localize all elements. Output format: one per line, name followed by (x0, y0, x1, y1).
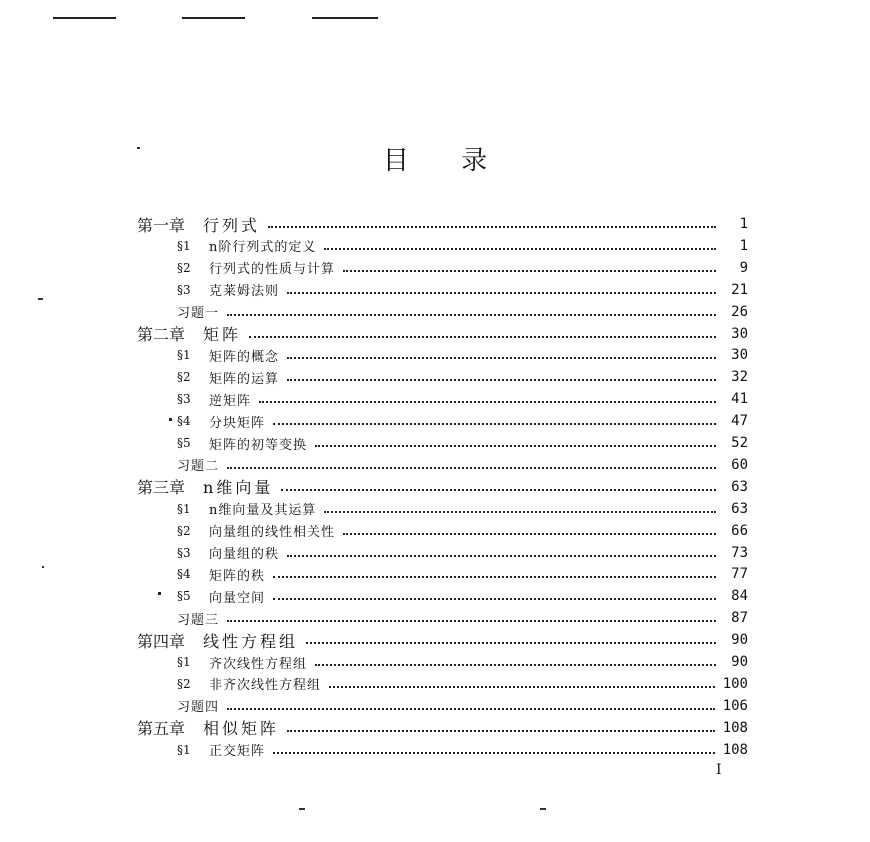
toc-entry-page: 108 (722, 741, 748, 758)
toc-entry-number: §4 (177, 567, 191, 582)
dot-leader (287, 357, 716, 359)
toc-entry-number: §3 (177, 545, 191, 560)
toc-entry-page: 106 (722, 697, 748, 714)
dot-leader (227, 467, 716, 469)
dot-leader (227, 620, 716, 622)
dot-leader (306, 642, 716, 644)
toc-entry-page: 63 (731, 478, 748, 495)
toc-entry-title: n阶行列式的定义 (209, 240, 317, 256)
dot-leader (281, 489, 716, 491)
toc-entry-page: 84 (731, 588, 748, 605)
toc-entry-title: 矩阵 (203, 325, 242, 344)
toc-entry-title: 行列式的性质与计算 (209, 262, 336, 278)
dot-leader (343, 270, 716, 272)
toc-entry-title: 线性方程组 (203, 631, 299, 651)
toc-entry-section (177, 389, 748, 409)
dot-leader (273, 423, 716, 425)
toc-entry-number: 第四章 (137, 631, 186, 651)
toc-entry-page: 30 (731, 347, 748, 364)
toc-entry-exercise (177, 696, 748, 716)
toc-entry-page: 1 (739, 237, 748, 254)
toc-entry-page: 9 (739, 259, 748, 276)
toc-entry-section (177, 543, 748, 563)
toc-entry-number: §4 (177, 414, 191, 429)
toc-entry-section (177, 564, 748, 584)
dot-leader (268, 226, 716, 228)
toc-entry-section (177, 433, 748, 453)
toc-entry-number: 第五章 (137, 719, 186, 739)
toc-entry-number: §3 (177, 282, 191, 297)
dot-leader (287, 730, 715, 732)
toc-entry-number: §2 (177, 370, 191, 385)
toc-entry-chapter (137, 718, 748, 738)
toc-entry-section (177, 258, 748, 278)
toc-entry-section (177, 674, 748, 694)
toc-entry-title: 向量组的线性相关性 (209, 525, 336, 541)
toc-entry-title: 分块矩阵 (209, 415, 266, 431)
toc-entry-number: §1 (177, 348, 191, 363)
dot-leader (324, 511, 716, 513)
toc-entry-page: 41 (731, 391, 748, 408)
toc-entry-exercise (177, 608, 748, 628)
dot-leader (287, 379, 716, 381)
toc-entry-section (177, 345, 748, 365)
toc-entry-title: 克莱姆法则 (209, 284, 280, 300)
toc-entry-number: §2 (177, 523, 191, 538)
toc-entry-number: §1 (177, 655, 191, 669)
toc-entry-title: 习题一 (177, 306, 220, 322)
toc-entry-number: 第三章 (137, 478, 186, 498)
toc-entry-number: §2 (177, 676, 191, 691)
toc-entry-chapter (137, 477, 748, 497)
toc-entry-section (177, 280, 748, 300)
toc-entry-title: 矩阵的初等变换 (209, 437, 308, 453)
toc-entry-title: 习题三 (177, 612, 220, 628)
dot-leader (343, 533, 716, 535)
toc-entry-page: 52 (731, 435, 748, 451)
toc-entry-section (177, 740, 748, 760)
toc-entry-page: 1 (739, 216, 748, 232)
dot-leader (324, 248, 716, 250)
toc-entry-title: 习题四 (177, 700, 220, 716)
toc-entry-title: 向量空间 (209, 590, 266, 606)
toc-entry-section (177, 521, 748, 541)
toc-entry-number: §1 (177, 742, 191, 757)
page-number: I (716, 762, 722, 778)
dot-leader (287, 555, 716, 557)
toc-entry-title: 行列式 (203, 215, 261, 235)
dot-leader (287, 292, 716, 294)
toc-entry-page: 21 (731, 281, 748, 298)
toc-entry-page: 60 (731, 456, 748, 473)
margin-bullet (158, 592, 161, 595)
toc-entry-chapter (137, 630, 748, 650)
toc-entry-chapter (137, 214, 748, 234)
toc-entry-page: 47 (731, 413, 748, 430)
toc-entry-title: 矩阵的运算 (209, 371, 280, 387)
toc-entry-number: §1 (177, 238, 191, 253)
toc-entry-exercise (177, 302, 748, 322)
dot-leader (329, 686, 715, 688)
dot-leader (249, 336, 716, 338)
toc-entry-page: 63 (731, 500, 748, 517)
toc-entry-page: 100 (722, 675, 748, 692)
toc-entry-section (177, 236, 748, 256)
toc-entry-chapter (137, 324, 748, 344)
toc-entry-title: 非齐次线性方程组 (209, 678, 322, 694)
toc-entry-section (177, 652, 748, 672)
toc-entry-title: 矩阵的概念 (209, 349, 280, 365)
page-title: 目 录 (382, 146, 510, 176)
toc-entry-page: 26 (731, 303, 748, 320)
toc-entry-exercise (177, 455, 748, 475)
toc-entry-title: 习题二 (177, 459, 220, 475)
dot-leader (315, 445, 716, 447)
toc-entry-page: 77 (731, 566, 748, 583)
dot-leader (273, 576, 716, 578)
toc-entry-title: 正交矩阵 (209, 744, 266, 760)
toc-entry-page: 30 (731, 325, 748, 342)
toc-entry-title: 相似矩阵 (203, 719, 280, 739)
dot-leader (273, 598, 716, 600)
toc-entry-page: 90 (731, 632, 748, 649)
toc-entry-number: §5 (177, 436, 191, 450)
dot-leader (259, 401, 716, 403)
toc-entry-number: §3 (177, 392, 191, 407)
toc-entry-number: §1 (177, 501, 191, 516)
toc-entry-title: 逆矩阵 (209, 393, 252, 409)
toc-entry-title: 矩阵的秩 (209, 568, 266, 584)
toc-entry-number: 第二章 (137, 325, 186, 344)
toc-entry-section (177, 367, 748, 387)
toc-entry-section (177, 411, 748, 431)
toc-entry-title: n维向量 (203, 478, 274, 498)
dot-leader (227, 314, 716, 316)
toc-entry-number: §2 (177, 260, 191, 275)
toc-entry-page: 66 (731, 522, 748, 539)
toc-entry-section (177, 586, 748, 606)
toc-entry-number: §5 (177, 589, 191, 604)
toc-entry-page: 90 (731, 654, 748, 670)
toc-entry-title: 向量组的秩 (209, 547, 280, 562)
toc-entry-title: n维向量及其运算 (209, 503, 317, 519)
toc-entry-page: 32 (731, 369, 748, 386)
margin-bullet (169, 418, 172, 421)
toc-entry-number: 第一章 (137, 215, 186, 235)
toc-entry-page: 73 (731, 544, 748, 561)
dot-leader (315, 664, 716, 666)
toc-entry-page: 87 (731, 610, 748, 627)
toc-entry-section (177, 499, 748, 519)
dot-leader (273, 752, 715, 754)
toc-entry-page: 108 (722, 719, 748, 736)
dot-leader (227, 708, 715, 710)
toc-entry-title: 齐次线性方程组 (209, 656, 308, 672)
